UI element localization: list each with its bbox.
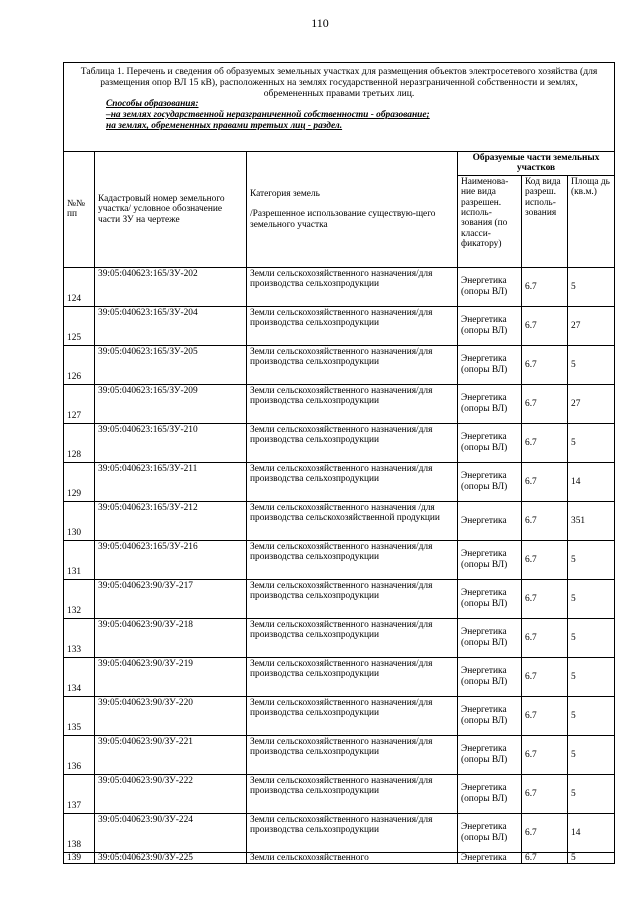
cell-cadastral: 39:05:040623:165/ЗУ-210 [95, 423, 247, 462]
cell-code: 6.7 [522, 384, 568, 423]
cell-area: 14 [568, 462, 615, 501]
cell-area: 5 [568, 852, 615, 863]
cell-num: 136 [64, 735, 95, 774]
table-row [64, 501, 615, 540]
cell-category: Земли сельскохозяйственного назначения/для производства сельхозпродукции [247, 540, 458, 579]
cell-num: 127 [64, 384, 95, 423]
table-row [64, 345, 615, 384]
cell-cadastral: 39:05:040623:90/ЗУ-219 [95, 657, 247, 696]
cell-category: Земли сельскохозяйственного назначения/для производства сельхозпродукции [247, 813, 458, 852]
cell-cadastral: 39:05:040623:90/ЗУ-218 [95, 618, 247, 657]
cell-category: Земли сельскохозяйственного [247, 852, 458, 863]
cell-cadastral: 39:05:040623:165/ЗУ-211 [95, 462, 247, 501]
table-row [64, 657, 615, 696]
table-row [64, 696, 615, 735]
cell-area: 14 [568, 813, 615, 852]
cell-num: 135 [64, 696, 95, 735]
cell-cadastral: 39:05:040623:90/ЗУ-224 [95, 813, 247, 852]
table-caption: Таблица 1. Перечень и сведения об образуемых земельных участках для размещения объектов электросетевого хозяйства (для размещения опор ВЛ 15 кВ), расположенных на землях государственной неразграниченной собственности и землях, обремененных правами третьих лиц. [80, 66, 598, 99]
cell-cadastral: 39:05:040623:165/ЗУ-202 [95, 267, 247, 306]
table-row [64, 384, 615, 423]
cell-usage: Энергетика (опоры ВЛ) [458, 579, 522, 618]
table-row [64, 267, 615, 306]
header-usage-name: Наименова-ние вида разрешен. исполь-зования (по класси-фикатору) [458, 175, 522, 267]
cell-num: 134 [64, 657, 95, 696]
cell-area: 27 [568, 306, 615, 345]
cell-usage: Энергетика (опоры ВЛ) [458, 774, 522, 813]
cell-area: 5 [568, 345, 615, 384]
cell-num: 131 [64, 540, 95, 579]
cell-num: 139 [64, 852, 95, 863]
cell-usage: Энергетика [458, 501, 522, 540]
cell-area: 5 [568, 696, 615, 735]
cell-category: Земли сельскохозяйственного назначения/для производства сельхозпродукции [247, 306, 458, 345]
cell-num: 130 [64, 501, 95, 540]
header-usage-code: Код вида разреш. исполь-зования [522, 175, 568, 267]
cell-cadastral: 39:05:040623:165/ЗУ-205 [95, 345, 247, 384]
cell-area: 5 [568, 423, 615, 462]
cell-code: 6.7 [522, 618, 568, 657]
cell-category: Земли сельскохозяйственного назначения/для производства сельхозпродукции [247, 696, 458, 735]
cell-num: 125 [64, 306, 95, 345]
cell-code: 6.7 [522, 423, 568, 462]
cell-category: Земли сельскохозяйственного назначения/для производства сельхозпродукции [247, 267, 458, 306]
cell-usage: Энергетика (опоры ВЛ) [458, 813, 522, 852]
cell-usage: Энергетика (опоры ВЛ) [458, 657, 522, 696]
cell-code: 6.7 [522, 306, 568, 345]
cell-cadastral: 39:05:040623:90/ЗУ-221 [95, 735, 247, 774]
cell-cadastral: 39:05:040623:90/ЗУ-220 [95, 696, 247, 735]
cell-usage: Энергетика (опоры ВЛ) [458, 696, 522, 735]
page-number: 110 [311, 16, 329, 30]
header-group: Образуемые части земельных участков [458, 152, 615, 176]
table-row [64, 735, 615, 774]
table-row [64, 423, 615, 462]
cell-category: Земли сельскохозяйственного назначения/для производства сельхозпродукции [247, 423, 458, 462]
formation-methods [70, 99, 608, 132]
cell-num: 128 [64, 423, 95, 462]
method-2: на землях, обремененных правами третьих лиц - раздел. [106, 121, 343, 131]
cell-usage: Энергетика (опоры ВЛ) [458, 384, 522, 423]
header-category: Категория земель /Разрешенное использование существую-щего земельного участка [247, 152, 458, 268]
cell-area: 351 [568, 501, 615, 540]
cell-usage: Энергетика (опоры ВЛ) [458, 462, 522, 501]
cell-code: 6.7 [522, 774, 568, 813]
cell-code: 6.7 [522, 267, 568, 306]
cell-cadastral: 39:05:040623:165/ЗУ-209 [95, 384, 247, 423]
method-1: –на землях государственной неразграниченной собственности - образование; [106, 110, 430, 120]
table-row [64, 579, 615, 618]
cell-code: 6.7 [522, 540, 568, 579]
table-row [64, 306, 615, 345]
cell-usage: Энергетика (опоры ВЛ) [458, 306, 522, 345]
cell-area: 5 [568, 267, 615, 306]
cell-code: 6.7 [522, 345, 568, 384]
cell-num: 129 [64, 462, 95, 501]
table-row [64, 813, 615, 852]
header-num: №№ пп [64, 152, 95, 268]
cell-num: 124 [64, 267, 95, 306]
table-row [64, 852, 615, 863]
cell-usage: Энергетика (опоры ВЛ) [458, 345, 522, 384]
cell-category: Земли сельскохозяйственного назначения /для производства сельскохозяйственной продукции [247, 501, 458, 540]
cell-area: 27 [568, 384, 615, 423]
cell-code: 6.7 [522, 696, 568, 735]
cell-category: Земли сельскохозяйственного назначения/для производства сельхозпродукции [247, 579, 458, 618]
cell-code: 6.7 [522, 852, 568, 863]
cell-num: 126 [64, 345, 95, 384]
cell-num: 133 [64, 618, 95, 657]
cell-usage: Энергетика (опоры ВЛ) [458, 735, 522, 774]
cell-code: 6.7 [522, 813, 568, 852]
table-caption-cell [64, 63, 615, 152]
cell-category: Земли сельскохозяйственного назначения/для производства сельхозпродукции [247, 384, 458, 423]
header-row [64, 152, 615, 176]
table-row [64, 774, 615, 813]
cell-code: 6.7 [522, 579, 568, 618]
cell-code: 6.7 [522, 657, 568, 696]
cell-code: 6.7 [522, 735, 568, 774]
cell-usage: Энергетика (опоры ВЛ) [458, 618, 522, 657]
cell-cadastral: 39:05:040623:165/ЗУ-216 [95, 540, 247, 579]
table-caption-row [64, 63, 615, 152]
cell-usage: Энергетика (опоры ВЛ) [458, 540, 522, 579]
cell-category: Земли сельскохозяйственного назначения/для производства сельхозпродукции [247, 774, 458, 813]
cell-area: 5 [568, 540, 615, 579]
cell-cadastral: 39:05:040623:90/ЗУ-222 [95, 774, 247, 813]
cell-area: 5 [568, 618, 615, 657]
table-row [64, 618, 615, 657]
cell-usage: Энергетика [458, 852, 522, 863]
cell-category: Земли сельскохозяйственного назначения/для производства сельхозпродукции [247, 345, 458, 384]
cell-usage: Энергетика (опоры ВЛ) [458, 267, 522, 306]
cell-area: 5 [568, 774, 615, 813]
header-cadastral: Кадастровый номер земельного участка/ условное обозначение части ЗУ на чертеже [95, 152, 247, 268]
cell-area: 5 [568, 579, 615, 618]
cell-cadastral: 39:05:040623:90/ЗУ-217 [95, 579, 247, 618]
methods-title: Способы образования: [106, 99, 199, 109]
cell-category: Земли сельскохозяйственного назначения/для производства сельхозпродукции [247, 462, 458, 501]
cell-category: Земли сельскохозяйственного назначения/для производства сельхозпродукции [247, 657, 458, 696]
cell-cadastral: 39:05:040623:90/ЗУ-225 [95, 852, 247, 863]
table-row [64, 462, 615, 501]
cell-cadastral: 39:05:040623:165/ЗУ-212 [95, 501, 247, 540]
table-row [64, 540, 615, 579]
land-plots-table [63, 62, 615, 864]
cell-usage: Энергетика (опоры ВЛ) [458, 423, 522, 462]
cell-area: 5 [568, 735, 615, 774]
cell-num: 132 [64, 579, 95, 618]
cell-category: Земли сельскохозяйственного назначения/для производства сельхозпродукции [247, 618, 458, 657]
cell-area: 5 [568, 657, 615, 696]
cell-num: 137 [64, 774, 95, 813]
cell-category: Земли сельскохозяйственного назначения/для производства сельхозпродукции [247, 735, 458, 774]
cell-cadastral: 39:05:040623:165/ЗУ-204 [95, 306, 247, 345]
cell-code: 6.7 [522, 462, 568, 501]
cell-code: 6.7 [522, 501, 568, 540]
header-area: Площа дь (кв.м.) [568, 175, 615, 267]
cell-num: 138 [64, 813, 95, 852]
